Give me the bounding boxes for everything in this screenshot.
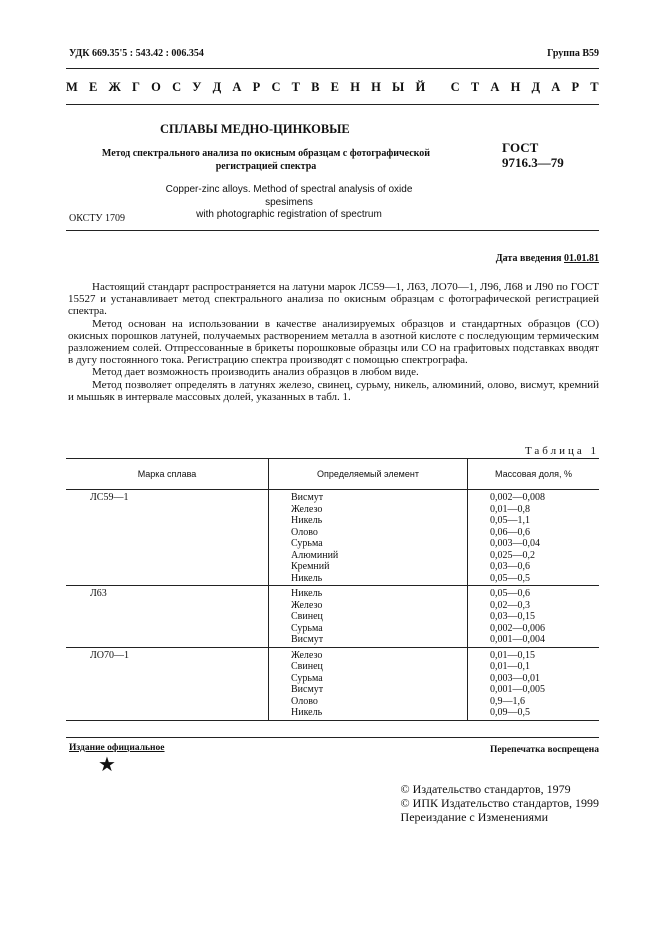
- element-name: Свинец: [291, 611, 323, 622]
- table-row: [66, 490, 599, 586]
- fraction-value: 0,03—0,15: [490, 611, 535, 622]
- table-row: [66, 647, 599, 720]
- paragraph: Метод основан на использовании в качестве анализируемых образцов и стандартных образцов (СО) окисных порошков латуней, получаемых растворением металла в азотной кислоте с последующим термическим разложением солей. Отпрессованные в брикеты порошковые образцы или СО на графитовых подставках вводят в дугу постоянного тока. Регистрацию спектра производят с помощью спектрографа.: [68, 317, 599, 367]
- element-name: Олово: [291, 526, 318, 538]
- banner-letter: Д: [531, 80, 541, 94]
- gost-number: [502, 140, 564, 170]
- element-name: Алюминий: [291, 549, 339, 561]
- paragraph: Метод позволяет определять в латунях железо, свинец, сурьму, никель, алюминий, олово, висмут, кремний и мышьяк в интервале массовых долей, указанных в табл. 1.: [68, 378, 599, 403]
- banner-letter: Т: [291, 80, 300, 94]
- fraction-value: 0,01—0,15: [490, 649, 535, 661]
- header-alloy: Марка сплава: [66, 459, 269, 490]
- fraction-value: 0,002—0,006: [490, 622, 545, 634]
- element-name: Сурьма: [291, 538, 323, 549]
- banner-letter: Е: [88, 80, 98, 94]
- element-name: Никель: [291, 515, 323, 526]
- banner-letter: О: [151, 80, 161, 94]
- banner-letter: А: [490, 80, 500, 94]
- element-cell: [269, 586, 468, 648]
- table-body: [66, 490, 599, 721]
- fraction-value: 0,001—0,004: [490, 634, 545, 645]
- element-name: Висмут: [291, 492, 324, 503]
- element-name: Свинец: [291, 661, 323, 672]
- banner-letter: [436, 80, 439, 95]
- star-icon: ★: [98, 752, 116, 776]
- fraction-value: 0,05—0,5: [490, 572, 530, 584]
- fraction-value: 0,02—0,3: [490, 599, 530, 611]
- fraction-value: 0,03—0,6: [490, 561, 530, 572]
- table-row: [66, 586, 599, 648]
- fraction-value: 0,05—0,6: [490, 588, 530, 599]
- element-name: Никель: [291, 588, 323, 599]
- banner-letter: М: [66, 80, 78, 94]
- banner-letter: Й: [415, 80, 426, 94]
- effective-date: [496, 253, 599, 264]
- banner-letter: Н: [350, 80, 360, 94]
- fraction-value: 0,06—0,6: [490, 526, 530, 538]
- header-element: Определяемый элемент: [269, 459, 468, 490]
- banner-letter: Р: [571, 80, 580, 94]
- footer-rule: [66, 737, 599, 738]
- element-name: Олово: [291, 695, 318, 707]
- reprint-notice: Перепечатка воспрещена: [489, 745, 599, 755]
- oksty-code: ОКСТУ 1709: [69, 213, 126, 224]
- banner-letter: Т: [590, 80, 599, 94]
- official-edition: Издание официальное: [69, 743, 165, 753]
- subtitle-line: Метод спектрального анализа по окисным образцам с фотографической: [101, 148, 431, 159]
- banner-letter: Р: [252, 80, 261, 94]
- element-name: Кремний: [291, 561, 330, 572]
- banner-letter: В: [311, 80, 320, 94]
- banner-letter: А: [232, 80, 242, 94]
- element-name: Железо: [291, 599, 323, 611]
- document-subtitle: [70, 148, 462, 173]
- gost-label: ГОСТ: [502, 140, 539, 155]
- banner-letter: А: [551, 80, 561, 94]
- banner-letter: С: [450, 80, 460, 94]
- banner-letter: С: [172, 80, 182, 94]
- copyright-block: [401, 782, 599, 824]
- fraction-cell: [468, 490, 600, 586]
- document-title: СПЛАВЫ МЕДНО-ЦИНКОВЫЕ: [160, 122, 350, 136]
- standard-banner: [66, 80, 599, 95]
- fraction-value: 0,09—0,5: [490, 707, 530, 718]
- banner-letter: С: [271, 80, 281, 94]
- fraction-value: 0,05—1,1: [490, 515, 530, 526]
- element-name: Сурьма: [291, 672, 323, 684]
- paragraph: Настоящий стандарт распространяется на латуни марок ЛС59—1, Л63, ЛО70—1, Л96, Л68 и Л90 по ГОСТ 15527 и устанавливает метод спектрального анализа по окисным образцам с фотографической регистрацией спектра.: [68, 281, 599, 318]
- header-bottom-rule: [66, 230, 599, 231]
- english-title: [160, 184, 418, 222]
- banner-letter: Н: [371, 80, 381, 94]
- element-name: Железо: [291, 649, 323, 661]
- body-text: [68, 281, 599, 403]
- banner-letter: Н: [510, 80, 521, 94]
- fraction-value: 0,01—0,8: [490, 503, 530, 515]
- alloy-cell: ЛС59—1: [66, 490, 269, 586]
- element-cell: [269, 490, 468, 586]
- fraction-value: 0,001—0,005: [490, 684, 545, 695]
- subtitle-line: регистрацией спектра: [215, 160, 317, 172]
- date-value: 01.01.81: [564, 253, 599, 264]
- banner-letter: Е: [330, 80, 340, 94]
- fraction-value: 0,003—0,04: [490, 538, 540, 549]
- fraction-cell: [468, 586, 600, 648]
- paragraph: Метод дает возможность производить анализ образцов в любом виде.: [92, 366, 419, 379]
- element-name: Никель: [291, 572, 323, 584]
- english-line: Copper-zinc alloys. Method of spectral analysis of oxide spesimens: [165, 184, 413, 208]
- element-name: Никель: [291, 707, 323, 718]
- element-cell: [269, 647, 468, 720]
- element-name: Висмут: [291, 634, 324, 645]
- element-name: Сурьма: [291, 622, 323, 634]
- fraction-value: 0,025—0,2: [490, 549, 535, 561]
- banner-rule: [66, 104, 599, 105]
- alloy-cell: ЛО70—1: [66, 647, 269, 720]
- gost-code: 9716.3—79: [502, 155, 564, 170]
- data-table: [66, 458, 599, 721]
- fraction-value: 0,9—1,6: [490, 695, 525, 707]
- header-fraction: Массовая доля, %: [468, 459, 600, 490]
- copyright-line: © Издательство стандартов, 1979: [400, 782, 571, 796]
- table-header-row: [66, 459, 599, 490]
- date-label: Дата введения: [495, 253, 562, 264]
- banner-letter: Г: [132, 80, 140, 94]
- udk-code: УДК 669.35'5 : 543.42 : 006.354: [69, 48, 204, 59]
- fraction-value: 0,002—0,008: [490, 492, 545, 503]
- banner-letter: Ж: [108, 80, 121, 94]
- copyright-line: Переиздание с Изменениями: [400, 810, 549, 824]
- banner-letter: Д: [212, 80, 222, 94]
- element-name: Висмут: [291, 684, 324, 695]
- element-name: Железо: [291, 503, 323, 515]
- copyright-line: © ИПК Издательство стандартов, 1999: [400, 796, 599, 810]
- banner-letter: Т: [470, 80, 480, 94]
- group-code: Группа В59: [547, 48, 599, 59]
- top-rule: [66, 68, 599, 69]
- banner-letter: Ы: [392, 80, 405, 94]
- fraction-cell: [468, 647, 600, 720]
- alloy-cell: Л63: [66, 586, 269, 648]
- fraction-value: 0,01—0,1: [490, 661, 530, 672]
- banner-letter: У: [192, 80, 202, 94]
- fraction-value: 0,003—0,01: [490, 672, 540, 684]
- english-line: with photographic registration of spectrum: [196, 209, 382, 220]
- table-caption: Таблица 1: [524, 445, 599, 457]
